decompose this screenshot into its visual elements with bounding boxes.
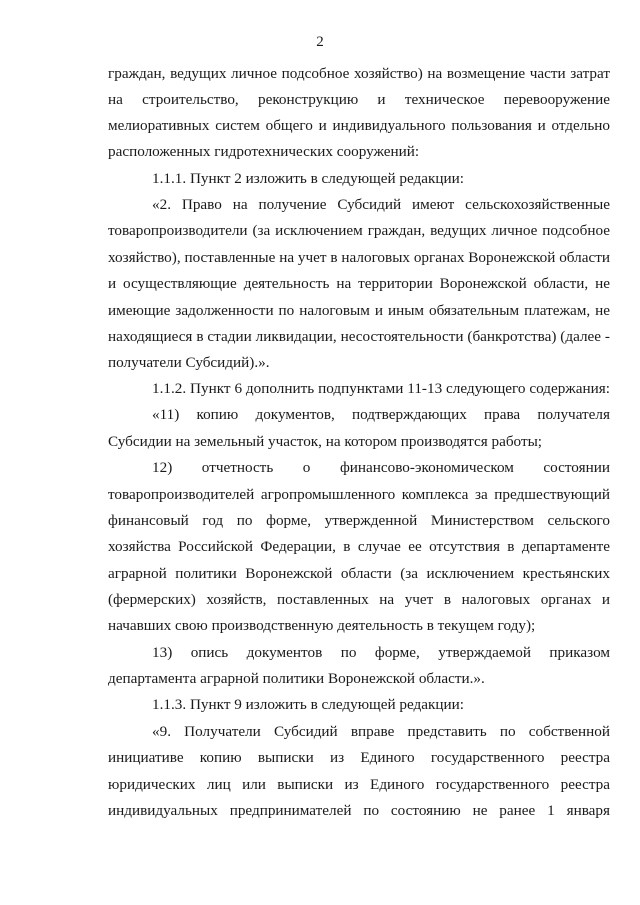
text-line: хозяйство), поставленные на учет в налоговых органах Воронежской области xyxy=(108,249,610,266)
text-line: индивидуальных предпринимателей по состоянию не ранее 1 января xyxy=(108,802,610,819)
text-line: юридических лиц или выписки из Единого государственного реестра xyxy=(108,776,610,793)
text-line: «9. Получатели Субсидий вправе представить по собственной xyxy=(152,723,610,740)
text-line: товаропроизводители (за исключением граждан, ведущих личное подсобное xyxy=(108,222,610,239)
text-line: и осуществляющие деятельность на территории Воронежской области, не xyxy=(108,275,610,292)
text-line: на строительство, реконструкцию и техническое перевооружение xyxy=(108,91,610,108)
text-line: находящиеся в стадии ликвидации, несостоятельности (банкротства) (далее - xyxy=(108,328,610,345)
text-line: инициативе копию выписки из Единого государственного реестра xyxy=(108,749,610,766)
text-line: департамента аграрной политики Воронежской области.». xyxy=(108,670,485,687)
text-line: 1.1.2. Пункт 6 дополнить подпунктами 11-13 следующего содержания: xyxy=(152,380,610,397)
text-line: аграрной политики Воронежской области (за исключением крестьянских xyxy=(108,565,610,582)
text-line: 1.1.3. Пункт 9 изложить в следующей редакции: xyxy=(152,696,465,713)
text-line: начавших свою производственную деятельность в текущем году); xyxy=(108,617,536,634)
text-line: получатели Субсидий).». xyxy=(108,354,270,371)
text-line: «11) копию документов, подтверждающих права получателя xyxy=(152,406,610,423)
text-line: мелиоративных систем общего и индивидуального пользования и отдельно xyxy=(108,117,610,134)
text-line: 1.1.1. Пункт 2 изложить в следующей редакции: xyxy=(152,170,465,187)
page-number: 2 xyxy=(316,34,324,50)
text-line: имеющие задолженности по налоговым и иным обязательным платежам, не xyxy=(108,302,610,319)
text-line: финансовый год по форме, утвержденной Министерством сельского xyxy=(108,512,610,529)
text-line: хозяйства Российской Федерации, в случае ее отсутствия в департаменте xyxy=(108,538,610,555)
text-line: товаропроизводителей агропромышленного комплекса за предшествующий xyxy=(108,486,610,503)
text-line: граждан, ведущих личное подсобное хозяйство) на возмещение части затрат xyxy=(108,65,610,82)
text-line: «2. Право на получение Субсидий имеют сельскохозяйственные xyxy=(152,196,610,213)
text-line: расположенных гидротехнических сооружений: xyxy=(108,143,420,160)
text-line: 13) опись документов по форме, утверждаемой приказом xyxy=(152,644,610,661)
text-line: (фермерских) хозяйств, поставленных на учет в налоговых органах и xyxy=(108,591,610,608)
text-line: Субсидии на земельный участок, на котором производятся работы; xyxy=(108,433,542,450)
text-line: 12) отчетность о финансово-экономическом состоянии xyxy=(152,459,610,476)
